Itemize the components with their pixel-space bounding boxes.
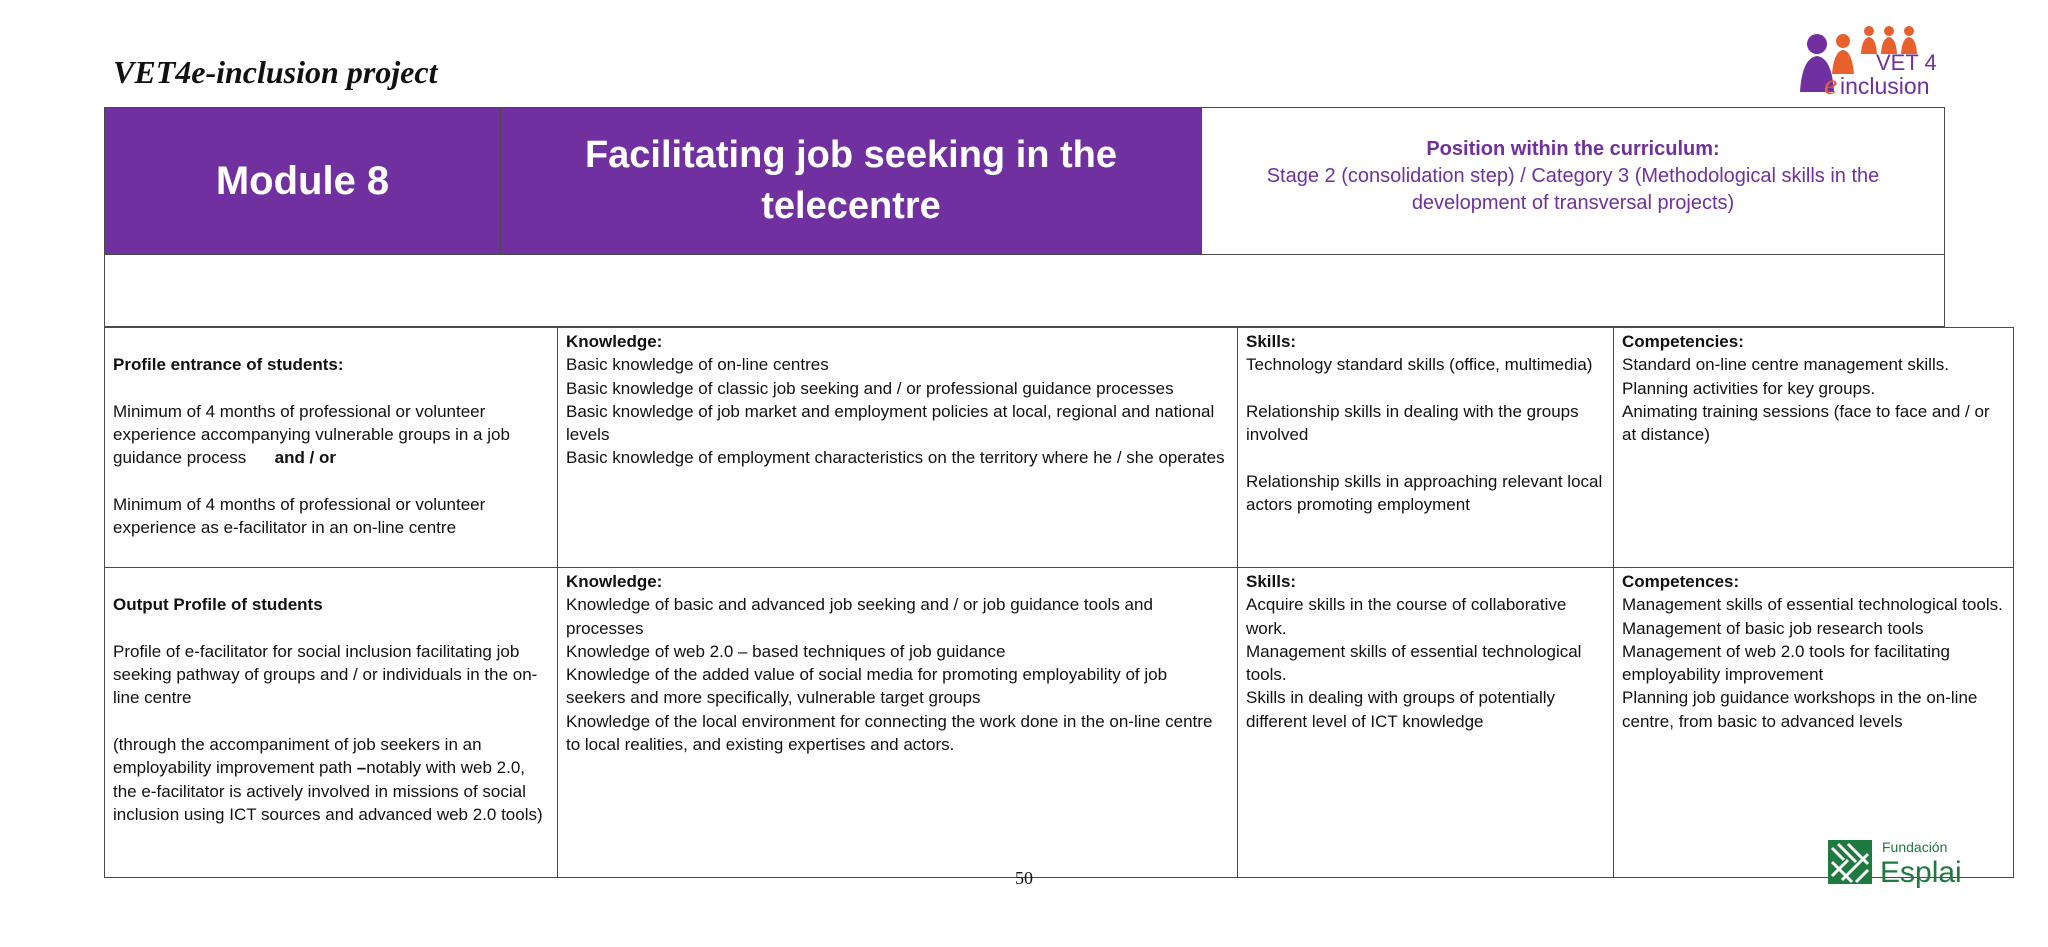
cell-heading: Output Profile of students [113, 595, 323, 615]
cell-heading: Skills: [1246, 572, 1297, 591]
skills-cell [1238, 328, 1614, 568]
svg-text:Fundación: Fundación [1882, 839, 1948, 855]
cell-heading: Knowledge: [566, 332, 663, 351]
list-item: Management of web 2.0 tools for facilitating employability improvement [1622, 641, 1950, 685]
module-number: Module 8 [104, 107, 501, 255]
list-item: Basic knowledge of job market and employment policies at local, regional and national levels [566, 401, 1215, 445]
knowledge-cell [558, 328, 1238, 568]
list-item: Relationship skills in dealing with the groups involved [1246, 401, 1579, 445]
entrance-profile-cell [105, 328, 558, 568]
competencies-cell [1614, 328, 2014, 568]
cell-text: Minimum of 4 months of professional or volunteer experience accompanying vulnerable groups in a job guidance process [113, 401, 510, 468]
project-title: VET4e-inclusion project [113, 54, 438, 90]
curriculum-position-label: Position within the curriculum: [1426, 138, 1720, 160]
cell-text: Minimum of 4 months of professional or volunteer experience as e-facilitator in an on-line centre [113, 495, 486, 538]
skills-cell [1238, 568, 1614, 878]
list-item: Planning activities for key groups. [1622, 378, 1876, 398]
cell-text: (through the accompaniment of job seekers in an employability improvement path [113, 735, 482, 778]
module-title: Facilitating job seeking in the telecentre [501, 107, 1202, 255]
table-row [105, 568, 2014, 878]
list-item: Knowledge of basic and advanced job seeking and / or job guidance tools and processes [566, 595, 1153, 638]
vet4-einclusion-logo [1796, 24, 1942, 96]
cell-heading: Skills: [1246, 332, 1297, 351]
list-item: Relationship skills in approaching relevant local actors promoting employment [1246, 471, 1603, 515]
svg-text:inclusion: inclusion [1840, 73, 1930, 96]
list-item: Management skills of essential technological tools. [1622, 595, 2003, 615]
list-item: Animating training sessions (face to face and / or at distance) [1622, 401, 1990, 445]
list-item: Management skills of essential technological tools. [1246, 641, 1582, 685]
cell-text: notably with web 2.0, the e-facilitator is actively involved in missions of social inclusion using ICT sources and advanced web 2.0 tools) [113, 758, 543, 824]
list-item: Technology standard skills (office, multimedia) [1246, 355, 1593, 375]
table-row [105, 328, 2014, 568]
spacer-row [104, 255, 1945, 327]
list-item: Planning job guidance workshops in the on-line centre, from basic to advanced levels [1622, 688, 1978, 731]
knowledge-cell [558, 568, 1238, 878]
competencies-cell [1614, 568, 2014, 878]
cell-text: Profile of e-facilitator for social inclusion facilitating job seeking pathway of groups and / or individuals in the on-line centre [113, 641, 538, 708]
svg-text:e: e [1824, 68, 1838, 96]
cell-heading: Competences: [1622, 572, 1740, 591]
list-item: Management of basic job research tools [1622, 618, 1924, 638]
list-item: Standard on-line centre management skills. [1622, 355, 1949, 375]
list-item: Knowledge of web 2.0 – based techniques of job guidance [566, 641, 1006, 661]
list-item: Basic knowledge of employment characteristics on the territory where he / she operates [566, 448, 1225, 468]
svg-text:VET 4: VET 4 [1876, 50, 1937, 75]
list-item: Skills in dealing with groups of potentially different level of ICT knowledge [1246, 688, 1556, 731]
list-item: Basic knowledge of on-line centres [566, 355, 829, 375]
output-profile-cell [105, 568, 558, 878]
list-item: Basic knowledge of classic job seeking and / or professional guidance processes [566, 378, 1174, 398]
cell-heading: Competencies: [1622, 332, 1744, 351]
profile-table [104, 327, 2014, 878]
svg-text:Esplai: Esplai [1880, 856, 1962, 888]
curriculum-position [1202, 107, 1945, 255]
dash-text: – [356, 758, 367, 778]
list-item: Knowledge of the local environment for connecting the work done in the on-line centre to local realities, and existing expertises and actors. [566, 711, 1213, 755]
fundacion-esplai-logo [1828, 836, 1962, 888]
cell-heading: Knowledge: [566, 572, 663, 591]
list-item: Knowledge of the added value of social media for promoting employability of job seekers and more specifically, vulnerable target groups [566, 665, 1168, 708]
page-number: 50 [1015, 868, 1033, 888]
module-header [104, 107, 1945, 255]
cell-heading: Profile entrance of students: [113, 355, 344, 375]
connector-text: and / or [274, 448, 337, 468]
curriculum-position-text: Stage 2 (consolidation step) / Category 3 (Methodological skills in the development of transversal projects) [1266, 165, 1880, 214]
list-item: Acquire skills in the course of collaborative work. [1246, 595, 1567, 638]
